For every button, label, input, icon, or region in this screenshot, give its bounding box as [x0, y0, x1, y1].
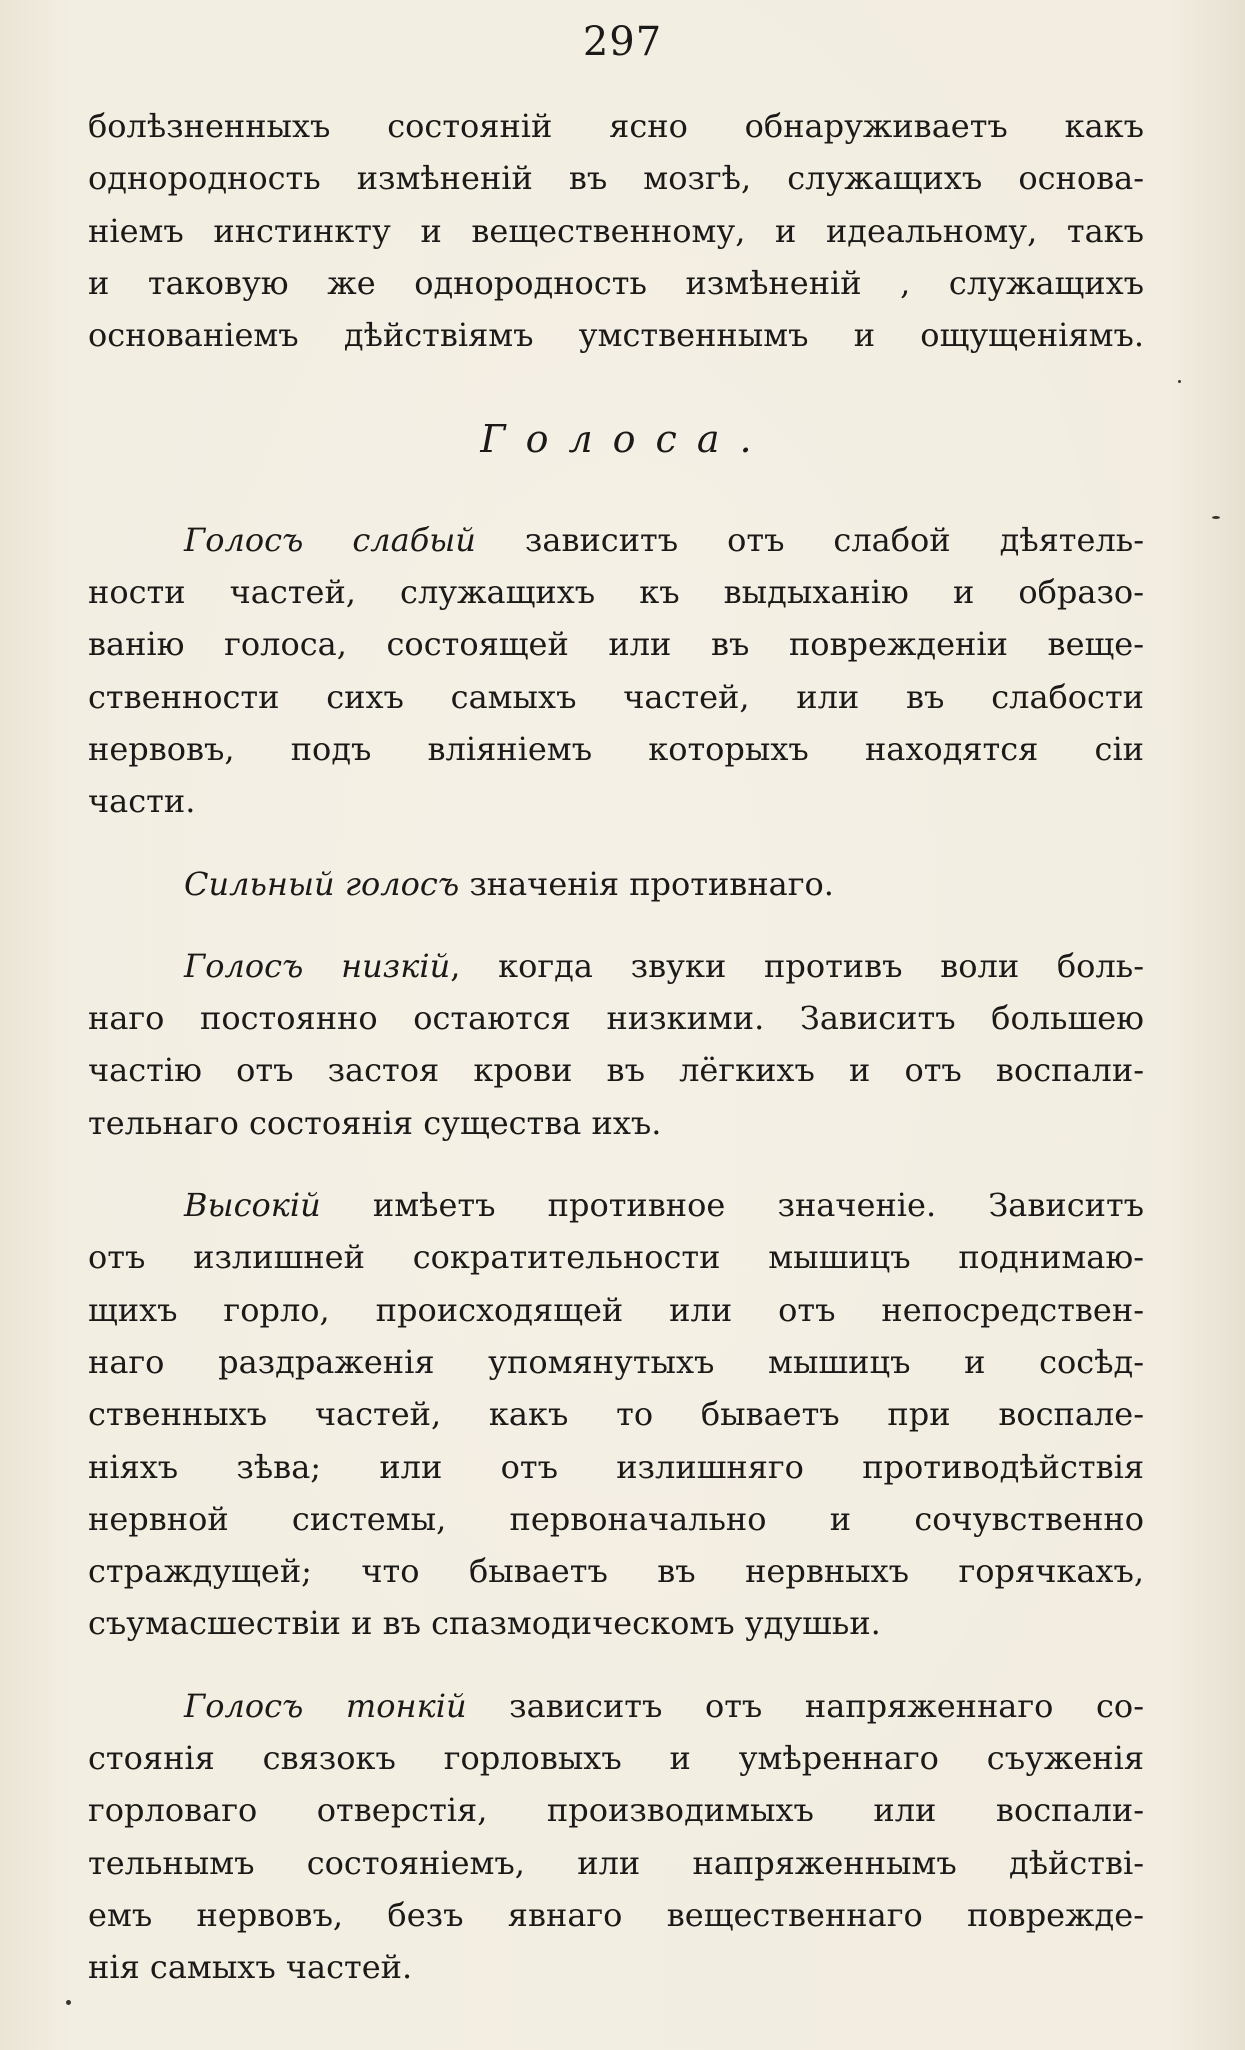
text-line: горловаго отверстія, производимыхъ или воспали-: [88, 1791, 1144, 1830]
paragraph-low-voice: [88, 940, 1144, 1149]
spacer: [88, 910, 1144, 940]
text-line: тельнаго состоянія существа ихъ.: [88, 1103, 662, 1142]
paragraph-1: [88, 100, 1144, 361]
text-line: однородность измѣненій въ мозгѣ, служащихъ основа-: [88, 159, 1144, 198]
text-line: ственности сихъ самыхъ частей, или въ слабости: [88, 677, 1144, 716]
ink-speck: [1178, 380, 1181, 383]
text-line: основаніемъ дѣйствіямъ умственнымъ и ощущеніямъ.: [88, 316, 1144, 355]
text-line: нія самыхъ частей.: [88, 1948, 413, 1987]
text-line: [88, 940, 1144, 992]
text-line: [88, 858, 1144, 910]
text-line: съумасшествіи и въ спазмодическомъ удушьи.: [88, 1604, 881, 1643]
spacer: [88, 828, 1144, 858]
text-line: части.: [88, 782, 196, 821]
text-line: и таковую же однородность измѣненій , служащихъ: [88, 263, 1144, 302]
spacer: [88, 361, 1144, 413]
page-text: [88, 100, 1144, 1994]
text-run: зависитъ отъ напряженнаго со-: [466, 1686, 1144, 1725]
term-italic: Голосъ тонкій: [184, 1686, 467, 1725]
spacer: [88, 1650, 1144, 1680]
text-line: стоянія связокъ горловыхъ и умѣреннаго съуженія: [88, 1739, 1144, 1778]
text-line: наго раздраженія упомянутыхъ мышицъ и сосѣд-: [88, 1342, 1144, 1381]
text-line: частію отъ застоя крови въ лёгкихъ и отъ воспали-: [88, 1051, 1144, 1090]
text-line: наго постоянно остаются низкими. Зависитъ большею: [88, 999, 1144, 1038]
text-run: значенія противнаго.: [459, 864, 834, 903]
text-line: отъ излишней сократительности мышицъ поднимаю-: [88, 1238, 1144, 1277]
text-line: ніемъ инстинкту и вещественному, и идеальному, такъ: [88, 211, 1144, 250]
paragraph-weak-voice: [88, 514, 1144, 828]
text-run: зависитъ отъ слабой дѣятель-: [475, 520, 1144, 559]
text-line: ности частей, служащихъ къ выдыханію и образо-: [88, 573, 1144, 612]
ink-speck: [1212, 516, 1220, 519]
text-line: нервной системы, первоначально и сочувственно: [88, 1499, 1144, 1538]
text-run: , когда звуки противъ воли боль-: [450, 946, 1144, 985]
paragraph-strong-voice: [88, 858, 1144, 910]
term-italic: Голосъ низкій: [184, 946, 451, 985]
section-heading: Голоса.: [480, 417, 772, 462]
text-line: щихъ горло, происходящей или отъ непосредствен-: [88, 1290, 1144, 1329]
text-line: [88, 514, 1144, 566]
text-line: [88, 1680, 1144, 1732]
term-italic: Высокій: [184, 1186, 321, 1225]
text-line: [88, 1179, 1144, 1231]
text-line: ніяхъ зѣва; или отъ излишняго противодѣйствія: [88, 1447, 1144, 1486]
spacer: [88, 466, 1144, 514]
text-line: емъ нервовъ, безъ явнаго вещественнаго поврежде-: [88, 1895, 1144, 1934]
spacer: [88, 1149, 1144, 1179]
text-line: болѣзненныхъ состояній ясно обнаруживаетъ какъ: [88, 107, 1144, 145]
text-line: ственныхъ частей, какъ то бываетъ при воспале-: [88, 1395, 1144, 1434]
term-italic: Сильный голосъ: [184, 864, 460, 903]
text-run: имѣетъ противное значеніе. Зависитъ: [320, 1186, 1144, 1225]
text-line: страждущей; что бываетъ въ нервныхъ горячкахъ,: [88, 1552, 1144, 1591]
text-line: нервовъ, подъ вліяніемъ которыхъ находятся сіи: [88, 729, 1144, 768]
text-line: тельнымъ состояніемъ, или напряженнымъ дѣйствi-: [88, 1843, 1144, 1882]
page-number: 297: [582, 19, 663, 65]
term-italic: Голосъ слабый: [184, 520, 476, 559]
paragraph-thin-voice: [88, 1680, 1144, 1994]
ink-speck: [66, 2000, 71, 2005]
text-line: ванію голоса, состоящей или въ поврежденіи веще-: [88, 625, 1144, 664]
paragraph-high-voice: [88, 1179, 1144, 1650]
